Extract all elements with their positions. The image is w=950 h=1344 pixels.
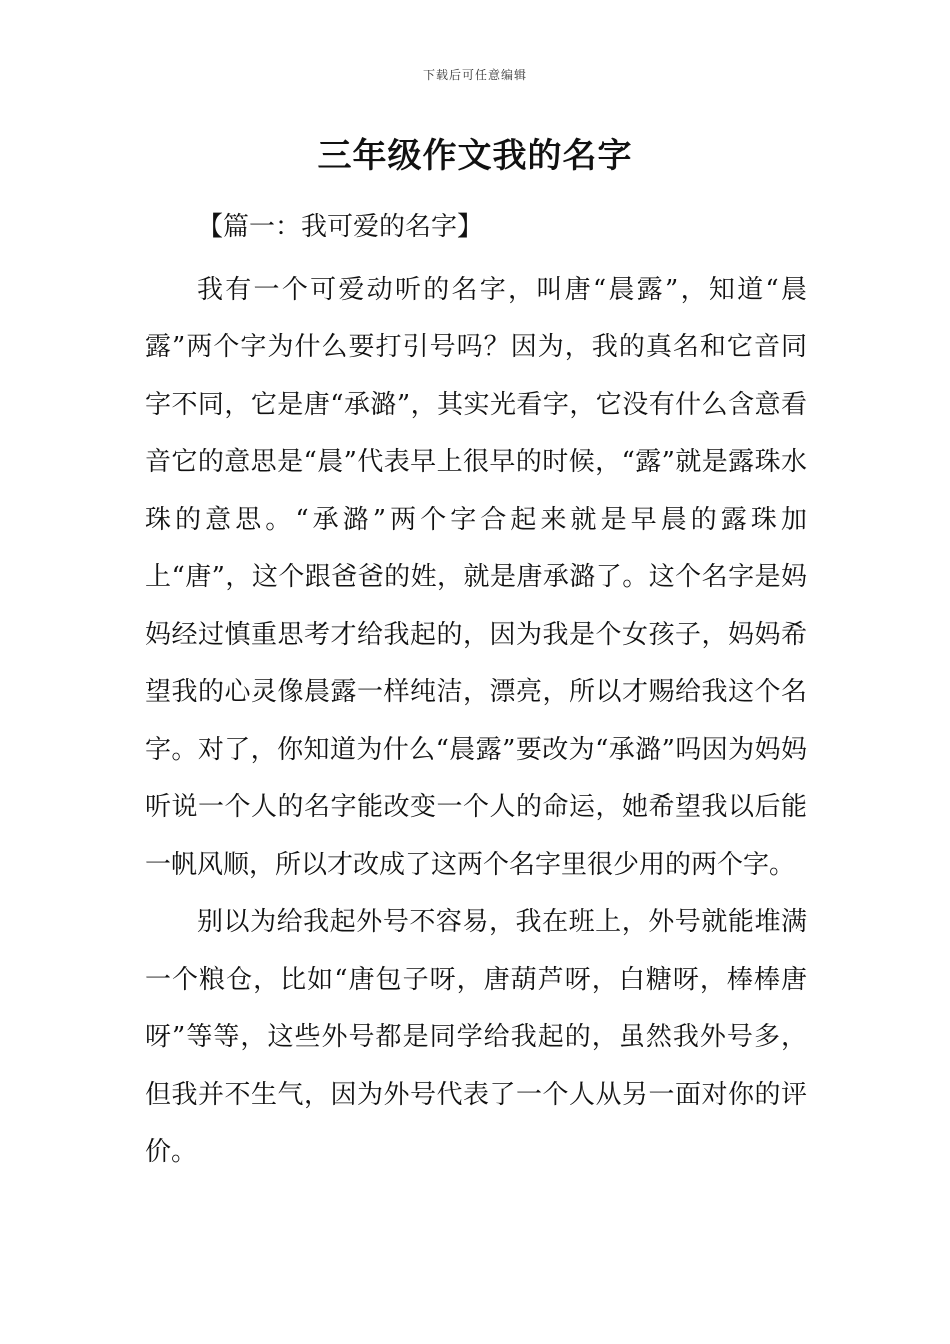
paragraph: 我有一个可爱动听的名字，叫唐“晨露”，知道“晨露”两个字为什么要打引号吗？因为，我的真名和它音同字不同，它是唐“承潞”，其实光看字，它没有什么含意看音它的意思是“晨”代表早上很早的时候，“露”就是露珠水珠的意思。“承潞”两个字合起来就是早晨的露珠加上“唐”，这个跟爸爸的姓，就是唐承潞了。这个名字是妈妈经过慎重思考才给我起的，因为我是个女孩子，妈妈希望我的心灵像晨露一样纯洁，漂亮，所以才赐给我这个名字。对了，你知道为什么“晨露”要改为“承潞”吗因为妈妈听说一个人的名字能改变一个人的命运，她希望我以后能一帆风顺，所以才改成了这两个名字里很少用的两个字。 (145, 274, 807, 880)
paragraph: 别以为给我起外号不容易，我在班上，外号就能堆满一个粮仓，比如“唐包子呀，唐葫芦呀，白糖呀，棒棒唐呀”等等，这些外号都是同学给我起的，虽然我外号多，但我并不生气，因为外号代表了一个人从另一面对你的评价。 (145, 907, 807, 1167)
section-heading: 【篇一：我可爱的名字】 (197, 212, 484, 242)
page-title: 三年级作文我的名字 (317, 136, 633, 176)
document-body (145, 199, 807, 1182)
header-note: 下载后可任意编辑 (422, 68, 527, 82)
